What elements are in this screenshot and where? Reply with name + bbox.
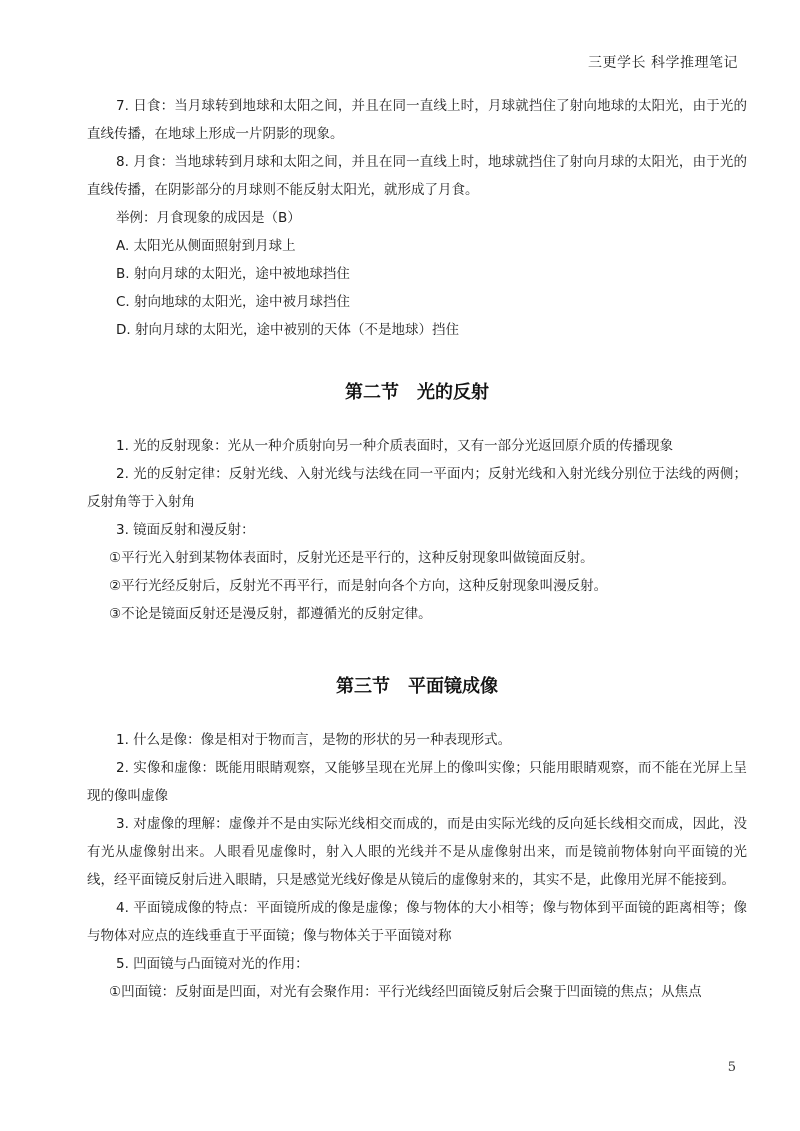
- page-content: [87, 92, 747, 1006]
- paragraph-solar-eclipse: 7. 日食：当月球转到地球和太阳之间，并且在同一直线上时，月球就挡住了射向地球的太阳光，由于光的直线传播，在地球上形成一片阴影的现象。: [87, 98, 747, 142]
- option-d: D. 射向月球的太阳光，途中被别的天体（不是地球）挡住: [116, 322, 459, 338]
- page-number: 5: [727, 1060, 736, 1075]
- list-item: 4. 平面镜成像的特点：平面镜所成的像是虚像；像与物体的大小相等；像与物体到平面镜的距离相等；像与物体对应点的连线垂直于平面镜；像与物体关于平面镜对称: [87, 900, 747, 944]
- list-item: 2. 实像和虚像：既能用眼睛观察，又能够呈现在光屏上的像叫实像；只能用眼睛观察，而不能在光屏上呈现的像叫虚像: [87, 760, 747, 804]
- example-question: 举例：月食现象的成因是（B）: [116, 210, 301, 226]
- list-item: ①凹面镜：反射面是凹面，对光有会聚作用：平行光线经凹面镜反射后会聚于凹面镜的焦点；从焦点: [109, 984, 702, 1000]
- page-header: 三更学长 科学推理笔记: [588, 55, 738, 71]
- list-item: 1. 光的反射现象：光从一种介质射向另一种介质表面时，又有一部分光返回原介质的传播现象: [116, 438, 674, 454]
- list-item: 3. 对虚像的理解：虚像并不是由实际光线相交而成的，而是由实际光线的反向延长线相交而成，因此，没有光从虚像射出来。人眼看见虚像时，射入人眼的光线并不是从虚像射出来，而是镜前物体射向平面镜的光线，经平面镜反射后进入眼睛，只是感觉光线好像是从镜后的虚像射来的，其实不是，此像用光屏不能接到。: [87, 816, 747, 888]
- list-item: ②平行光经反射后，反射光不再平行，而是射向各个方向，这种反射现象叫漫反射。: [109, 578, 608, 594]
- list-item: ①平行光入射到某物体表面时，反射光还是平行的，这种反射现象叫做镜面反射。: [109, 550, 594, 566]
- section-title-reflection: 第二节 光的反射: [345, 382, 489, 403]
- list-item: 5. 凹面镜与凸面镜对光的作用：: [116, 956, 309, 972]
- list-item: 2. 光的反射定律：反射光线、入射光线与法线在同一平面内；反射光线和入射光线分别位于法线的两侧；反射角等于入射角: [87, 466, 747, 510]
- option-c: C. 射向地球的太阳光，途中被月球挡住: [116, 294, 351, 310]
- option-b: B. 射向月球的太阳光，途中被地球挡住: [116, 266, 350, 282]
- list-item: 1. 什么是像：像是相对于物而言，是物的形状的另一种表现形式。: [116, 732, 512, 748]
- paragraph-lunar-eclipse: 8. 月食：当地球转到月球和太阳之间，并且在同一直线上时，地球就挡住了射向月球的太阳光，由于光的直线传播，在阴影部分的月球则不能反射太阳光，就形成了月食。: [87, 154, 747, 198]
- list-item: 3. 镜面反射和漫反射：: [116, 522, 255, 538]
- option-a: A. 太阳光从侧面照射到月球上: [116, 238, 296, 254]
- list-item: ③不论是镜面反射还是漫反射，都遵循光的反射定律。: [109, 606, 432, 622]
- section-title-plane-mirror: 第三节 平面镜成像: [336, 676, 498, 697]
